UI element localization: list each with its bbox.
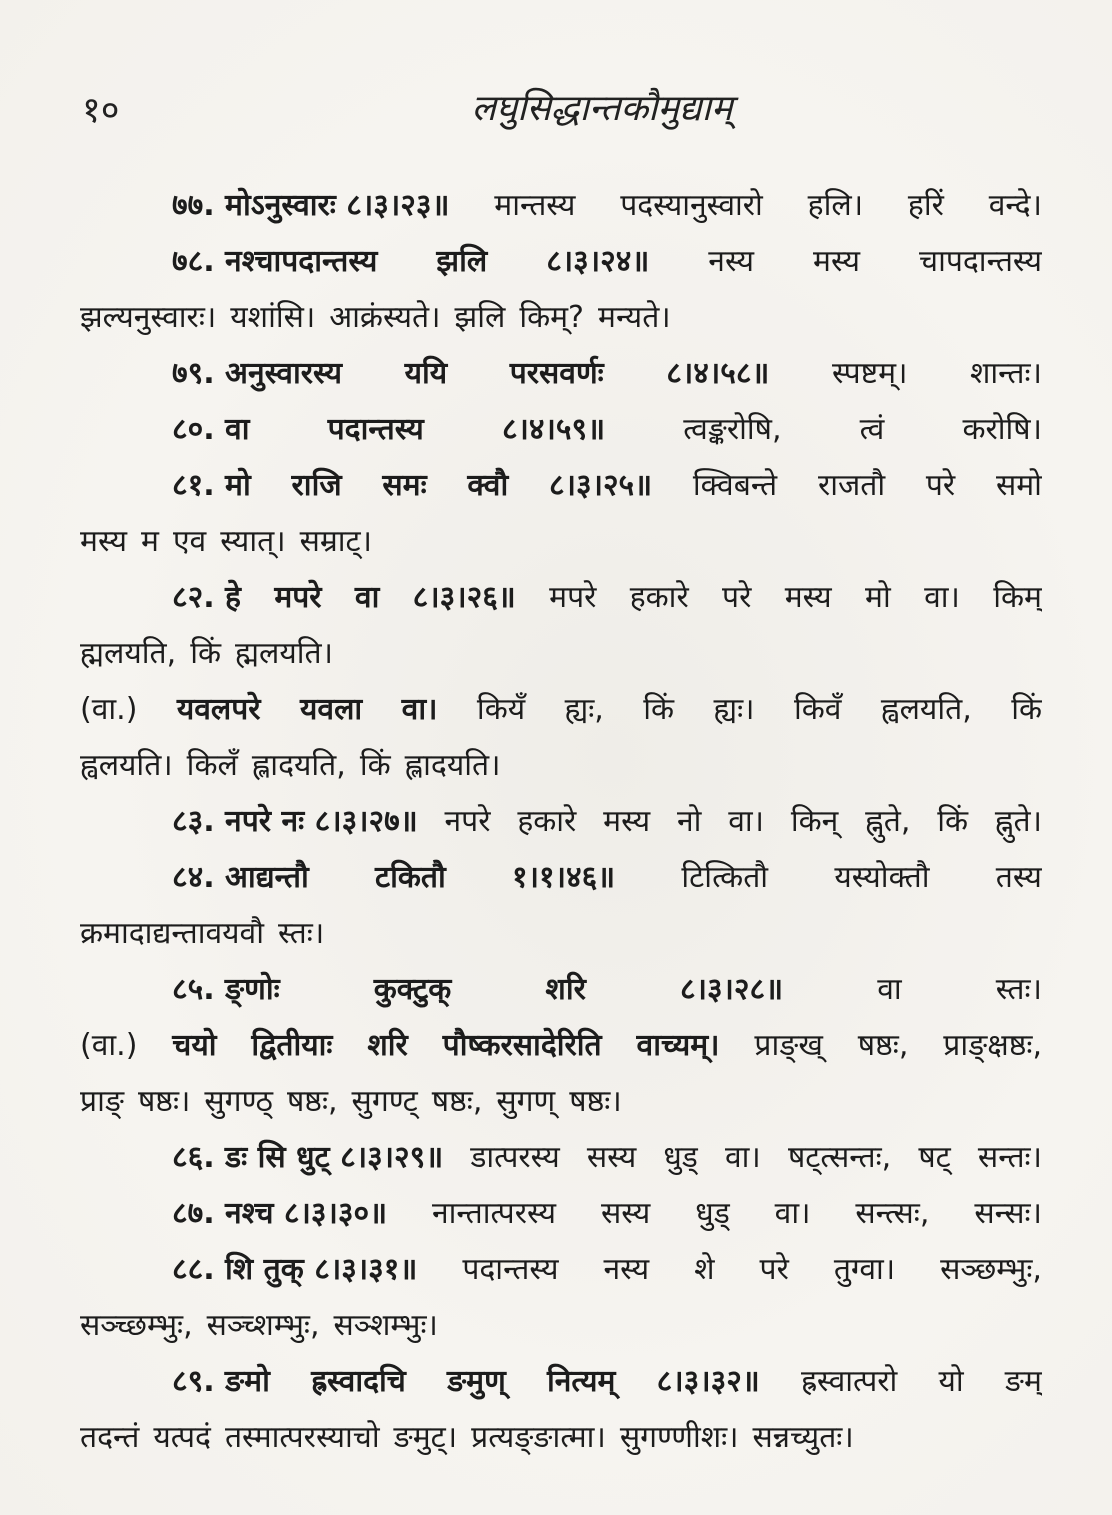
word: पौष्करसादेरिति bbox=[442, 1028, 602, 1063]
vartika-paragraph bbox=[80, 682, 1042, 794]
text-line bbox=[80, 514, 1042, 570]
sutra-paragraph bbox=[80, 458, 1042, 570]
text-line bbox=[80, 402, 1042, 458]
text-line bbox=[80, 290, 1042, 346]
word: मो bbox=[865, 580, 891, 615]
word: वन्दे। bbox=[988, 188, 1042, 223]
page-number: १० bbox=[82, 90, 120, 131]
word: ङमुट्। bbox=[393, 1420, 458, 1455]
word: ह्नुते, bbox=[865, 804, 911, 839]
word: परे bbox=[925, 468, 956, 503]
word: पदान्तस्य bbox=[462, 1252, 559, 1287]
word: टित्कितौ bbox=[681, 860, 769, 895]
word: पदस्यानुस्वारो bbox=[620, 188, 763, 223]
word: समो bbox=[995, 468, 1042, 503]
sutra-paragraph bbox=[80, 1186, 1042, 1242]
word: षष्ठः। bbox=[137, 1084, 191, 1119]
word: सञ्च्शम्भुः, bbox=[206, 1308, 320, 1343]
word: राजतौ bbox=[817, 468, 886, 503]
sutra-paragraph bbox=[80, 962, 1042, 1018]
word: वा। bbox=[774, 1196, 811, 1231]
word: नो bbox=[676, 804, 702, 839]
word: नपरे bbox=[444, 804, 491, 839]
word: क्विबन्ते bbox=[692, 468, 778, 503]
sutra-paragraph bbox=[80, 1130, 1042, 1186]
word: शरि bbox=[545, 972, 586, 1007]
word: षट् bbox=[918, 1140, 951, 1175]
text-line bbox=[80, 1186, 1042, 1242]
text-line bbox=[80, 850, 1042, 906]
word: द्वितीयाः bbox=[251, 1028, 333, 1063]
word: वा। bbox=[401, 692, 438, 727]
sutra-paragraph bbox=[80, 1354, 1042, 1466]
word: वा। bbox=[724, 1140, 761, 1175]
word: सस्य bbox=[600, 1196, 651, 1231]
word: (वा.) bbox=[80, 1028, 138, 1063]
sutra-paragraph bbox=[80, 850, 1042, 962]
word: स्यात्। bbox=[220, 524, 286, 559]
word: शे bbox=[694, 1252, 715, 1287]
word: यस्योक्तौ bbox=[834, 860, 930, 895]
text-line bbox=[80, 738, 1042, 794]
word: षष्ठः, bbox=[431, 1084, 483, 1119]
word: ह्यः, bbox=[564, 692, 604, 727]
word: करोषि। bbox=[962, 412, 1042, 447]
word: स्तः। bbox=[995, 972, 1042, 1007]
word: स्तः। bbox=[278, 916, 325, 951]
word: मपरे bbox=[549, 580, 597, 615]
word: किलँ bbox=[186, 748, 238, 783]
word: यो bbox=[938, 1364, 964, 1399]
text-line bbox=[80, 1354, 1042, 1410]
word: ययि bbox=[404, 356, 448, 391]
word: ह्लादयति। bbox=[404, 748, 501, 783]
word: किम् bbox=[993, 580, 1042, 615]
word: कुक्टुक् bbox=[373, 972, 452, 1007]
word: ८१. मो bbox=[172, 468, 251, 503]
word: षष्ठः, bbox=[286, 1084, 338, 1119]
word: ७८. नश्चापदान्तस्य bbox=[172, 244, 378, 279]
word: ८२. हे bbox=[172, 580, 241, 615]
word: मान्तस्य bbox=[494, 188, 576, 223]
word: तस्य bbox=[995, 860, 1042, 895]
running-title: लघुसिद्धान्तकौमुद्याम् bbox=[471, 88, 733, 129]
word: ह्यः। bbox=[713, 692, 755, 727]
word: झलि bbox=[454, 300, 506, 335]
word: ७९. अनुस्वारस्य bbox=[172, 356, 343, 391]
word: वा bbox=[877, 972, 902, 1007]
word: आक्रंस्यते। bbox=[329, 300, 441, 335]
word: एव bbox=[172, 524, 207, 559]
word: ७७. मोऽनुस्वारः ८।३।२३॥ bbox=[172, 188, 450, 223]
word: शान्तः। bbox=[970, 356, 1042, 391]
word: हरिं bbox=[907, 188, 944, 223]
word: ८।४।५८॥ bbox=[666, 356, 770, 391]
word: सुगण्ट् bbox=[351, 1084, 418, 1119]
text-line bbox=[80, 1298, 1042, 1354]
word: चापदान्तस्य bbox=[919, 244, 1042, 279]
word: (वा.) bbox=[80, 692, 138, 727]
word: ८।३।३२॥ bbox=[656, 1364, 760, 1399]
word: ८।३।२८॥ bbox=[679, 972, 784, 1007]
word: मस्य bbox=[784, 580, 832, 615]
word: १।१।४६॥ bbox=[512, 860, 616, 895]
word: सञ्छम्भुः, bbox=[940, 1252, 1042, 1287]
word: किं bbox=[190, 636, 221, 671]
word: सञ्च्छम्भुः, bbox=[80, 1308, 193, 1343]
word: मस्य bbox=[80, 524, 128, 559]
sutra-paragraph bbox=[80, 178, 1042, 234]
text-line bbox=[80, 234, 1042, 290]
word: वा। bbox=[728, 804, 765, 839]
word: त्वं bbox=[859, 412, 885, 447]
text-line bbox=[80, 626, 1042, 682]
word: त्वङ्करोषि, bbox=[683, 412, 782, 447]
word: हकारे bbox=[629, 580, 689, 615]
word: मपरे bbox=[274, 580, 322, 615]
word: मस्य bbox=[603, 804, 651, 839]
word: यवला bbox=[300, 692, 363, 727]
word: ह्नुते। bbox=[994, 804, 1042, 839]
word: प्राङ्ख् bbox=[754, 1028, 823, 1063]
text-line bbox=[80, 682, 1042, 738]
word: ८५. ङ्णोः bbox=[172, 972, 280, 1007]
word: सन्त्सः, bbox=[855, 1196, 930, 1231]
word: टकितौ bbox=[374, 860, 446, 895]
text-line bbox=[80, 1018, 1042, 1074]
sutra-paragraph bbox=[80, 1242, 1042, 1354]
word: षट्त्सन्तः, bbox=[787, 1140, 892, 1175]
word: झल्यनुस्वारः। bbox=[80, 300, 217, 335]
word: ह्मलयति। bbox=[235, 636, 334, 671]
word: स्पष्टम्। bbox=[831, 356, 908, 391]
text-line bbox=[80, 1410, 1042, 1466]
word: परे bbox=[759, 1252, 789, 1287]
word: हलि। bbox=[807, 188, 864, 223]
word: ह्रस्वादचि bbox=[311, 1364, 406, 1399]
word: ह्वलयति, bbox=[880, 692, 972, 727]
word: ह्लादयति, bbox=[251, 748, 346, 783]
word: षष्ठः, bbox=[857, 1028, 909, 1063]
word: सञ्शम्भुः। bbox=[333, 1308, 438, 1343]
word: यवलपरे bbox=[176, 692, 261, 727]
word: चयो bbox=[172, 1028, 217, 1063]
word: परे bbox=[722, 580, 752, 615]
word: प्रत्यङ्ङात्मा। bbox=[471, 1420, 606, 1455]
sutra-paragraph bbox=[80, 346, 1042, 402]
text-line bbox=[80, 178, 1042, 234]
word: ८३. नपरे नः ८।३।२७॥ bbox=[172, 804, 418, 839]
word: ङम् bbox=[1004, 1364, 1042, 1399]
text-line bbox=[80, 458, 1042, 514]
page-body bbox=[80, 178, 1042, 1466]
sutra-paragraph bbox=[80, 402, 1042, 458]
text-line bbox=[80, 794, 1042, 850]
word: राजि bbox=[291, 468, 342, 503]
word: नस्य bbox=[603, 1252, 650, 1287]
text-line bbox=[80, 1242, 1042, 1298]
word: ८४. आद्यन्तौ bbox=[172, 860, 309, 895]
word: ८८. शि तुक् ८।३।३१॥ bbox=[172, 1252, 418, 1287]
word: तस्मात्परस्याचो bbox=[224, 1420, 380, 1455]
word: ८।३।२४॥ bbox=[546, 244, 650, 279]
word: तुग्वा। bbox=[833, 1252, 896, 1287]
word: मन्यते। bbox=[598, 300, 671, 335]
word: किं bbox=[937, 804, 969, 839]
word: वाच्यम्। bbox=[636, 1028, 720, 1063]
word: तदन्तं bbox=[80, 1420, 140, 1455]
word: म bbox=[141, 524, 159, 559]
word: क्रमादाद्यन्तावयवौ bbox=[80, 916, 264, 951]
word: ह्वलयति। bbox=[80, 748, 173, 783]
word: ८०. वा bbox=[172, 412, 250, 447]
word: सन्तः। bbox=[977, 1140, 1042, 1175]
word: प्राङ्क्षष्ठः, bbox=[943, 1028, 1042, 1063]
word: ८६. डः सि धुट् ८।३।२९॥ bbox=[172, 1140, 444, 1175]
word: ८७. नश्च ८।३।३०॥ bbox=[172, 1196, 388, 1231]
word: सन्नच्युतः। bbox=[752, 1420, 854, 1455]
word: नित्यम् bbox=[547, 1364, 616, 1399]
word: ङमुण् bbox=[447, 1364, 506, 1399]
word: क्वौ bbox=[467, 468, 509, 503]
word: सम्राट्। bbox=[299, 524, 373, 559]
word: किं bbox=[643, 692, 675, 727]
word: नस्य bbox=[708, 244, 755, 279]
word: कियँ bbox=[476, 692, 526, 727]
word: हकारे bbox=[517, 804, 577, 839]
word: ह्रस्वात्परो bbox=[800, 1364, 898, 1399]
word: धुड् bbox=[663, 1140, 698, 1175]
word: झलि bbox=[436, 244, 488, 279]
word: षष्ठः। bbox=[569, 1084, 622, 1119]
sutra-paragraph bbox=[80, 794, 1042, 850]
text-line bbox=[80, 570, 1042, 626]
word: सन्सः। bbox=[974, 1196, 1042, 1231]
text-line bbox=[80, 962, 1042, 1018]
word: समः bbox=[382, 468, 427, 503]
word: पदान्तस्य bbox=[327, 412, 424, 447]
sutra-paragraph bbox=[80, 234, 1042, 346]
word: परसवर्णः bbox=[509, 356, 604, 391]
word: ह्मलयति, bbox=[80, 636, 177, 671]
word: सुगण्ठ् bbox=[204, 1084, 273, 1119]
text-line bbox=[80, 1074, 1042, 1130]
word: सस्य bbox=[586, 1140, 637, 1175]
word: मस्य bbox=[813, 244, 861, 279]
word: किं bbox=[359, 748, 391, 783]
word: प्राङ् bbox=[80, 1084, 124, 1119]
word: धुड् bbox=[695, 1196, 730, 1231]
word: शरि bbox=[367, 1028, 408, 1063]
word: नान्तात्परस्य bbox=[431, 1196, 557, 1231]
text-line bbox=[80, 346, 1042, 402]
text-line bbox=[80, 1130, 1042, 1186]
word: किम्? bbox=[519, 300, 584, 335]
word: वा bbox=[354, 580, 380, 615]
word: ८।४।५९॥ bbox=[501, 412, 606, 447]
word: सुगण्णीशः। bbox=[619, 1420, 739, 1455]
word: डात्परस्य bbox=[470, 1140, 560, 1175]
word: किवँ bbox=[793, 692, 842, 727]
word: ८।३।२५॥ bbox=[549, 468, 653, 503]
text-line bbox=[80, 906, 1042, 962]
word: सुगण् bbox=[496, 1084, 556, 1119]
word: किन् bbox=[790, 804, 839, 839]
word: यत्पदं bbox=[153, 1420, 211, 1455]
word: ८।३।२६॥ bbox=[412, 580, 516, 615]
page-header bbox=[82, 82, 1042, 132]
word: यशांसि। bbox=[230, 300, 316, 335]
sutra-paragraph bbox=[80, 570, 1042, 682]
vartika-paragraph bbox=[80, 1018, 1042, 1130]
word: किं bbox=[1011, 692, 1042, 727]
word: ८९. ङमो bbox=[172, 1364, 270, 1399]
word: वा। bbox=[924, 580, 960, 615]
